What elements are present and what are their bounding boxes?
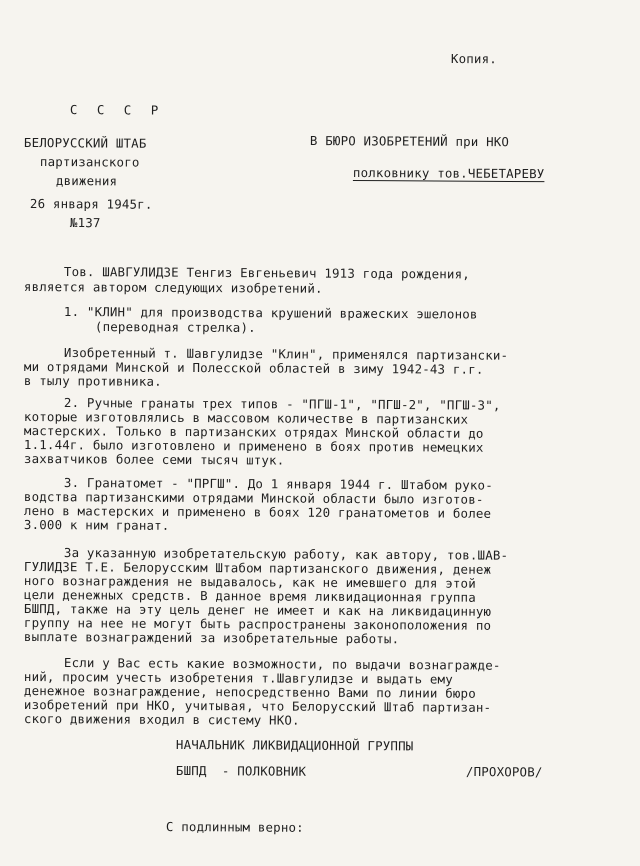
org-name-line3: движения (55, 173, 118, 189)
body-line: изобретений при НКО, учитывая, что Белорусский Штаб партизан- (23, 697, 492, 715)
signature-name: /ПРОХОРОВ/ (465, 764, 543, 780)
certification-note: С подлинным верно: (165, 819, 304, 835)
body-line: ского движения входил в систему НКО. (23, 711, 300, 728)
signature-rank: БШПД - ПОЛКОВНИК (175, 763, 307, 779)
body-line: является автором следующих изобретений. (23, 279, 323, 296)
body-line: ного вознаграждения не выдавалось, как не имевшего для этой (23, 573, 476, 591)
body-line: денежное вознаграждение, непосредственно Вами по линии бюро (23, 683, 476, 701)
addressee-line1: В БЮРО ИЗОБРЕТЕНИЙ при НКО (309, 133, 510, 150)
body-line: мастерских. Только в партизанских отрядах Минской области до (23, 423, 484, 441)
body-line: Если у Вас есть какие возможности, по выдачи вознагражде- (63, 655, 501, 673)
body-line: 3.000 к ним гранат. (23, 517, 170, 533)
body-line: Изобретенный т. Шавгулидзе "Клин", применялся партизански- (63, 345, 509, 363)
body-line: ГУЛИДЗЕ Т.Е. Белорусским Штабом партизанского движения, денеж (23, 559, 492, 577)
body-line: выплате вознаграждений за изобретательные работы. (23, 629, 400, 647)
body-line: ми отрядами Минской и Полесской областей в зиму 1942-43 г.г. (23, 359, 484, 377)
body-line: За указанную изобретательскую работу, как автору, тов.ШАВ- (63, 545, 509, 563)
signature-title: НАЧАЛЬНИК ЛИКВИДАЦИОННОЙ ГРУППЫ (175, 737, 414, 754)
country-abbrev: С С С Р (69, 102, 165, 118)
body-line: ний, просим учесть изобретения т.Шавгулидзе и выдать ему (23, 669, 453, 687)
addressee-line2: полковнику тов.ЧЕБЕТАРЕВУ (352, 165, 545, 182)
body-line: 1.1.44г. было изготовлено и применено в боях против немецких (23, 437, 484, 455)
org-name-line2: партизанского (39, 154, 140, 170)
body-line: (переводная стрелка). (94, 319, 256, 335)
body-line: 3. Гранатомет - "ПРГШ". До 1 января 1944 г. Штабом руко- (63, 475, 493, 493)
body-line: 2. Ручные гранаты трех типов - "ПГШ-1", "ПГШ-2", "ПГШ-3", (63, 395, 501, 413)
body-line: Тов. ШАВГУЛИДЗЕ Тенгиз Евгеньевич 1913 года рождения, (63, 264, 470, 282)
document-date: 26 января 1945г. (29, 196, 153, 212)
body-line: цели денежных средств. В данное время ликвидационная группа (23, 587, 476, 605)
body-line: водства партизанскими отрядами Минской области было изготов- (23, 489, 484, 507)
copy-mark: Копия. (450, 51, 497, 67)
body-line: в тылу противника. (23, 373, 162, 389)
document-number: №137 (69, 215, 101, 231)
org-name-line1: БЕЛОРУССКИЙ ШТАБ (23, 135, 147, 151)
body-line: которые изготовлялись в массовом количестве в партизанских (23, 409, 469, 427)
body-line: БШПД, также на эту цель денег не имеет и как на ликвидацинную (23, 601, 492, 619)
body-line: лено в мастерских и применено в боях 120 гранатометов и более (23, 503, 492, 521)
body-line: группу на нее не могут быть распространены законоположения по (23, 615, 492, 633)
body-line: 1. "КЛИН" для производства крушений вражеских эшелонов (63, 304, 478, 322)
body-line: захватчиков более семи тысяч штук. (23, 451, 285, 468)
